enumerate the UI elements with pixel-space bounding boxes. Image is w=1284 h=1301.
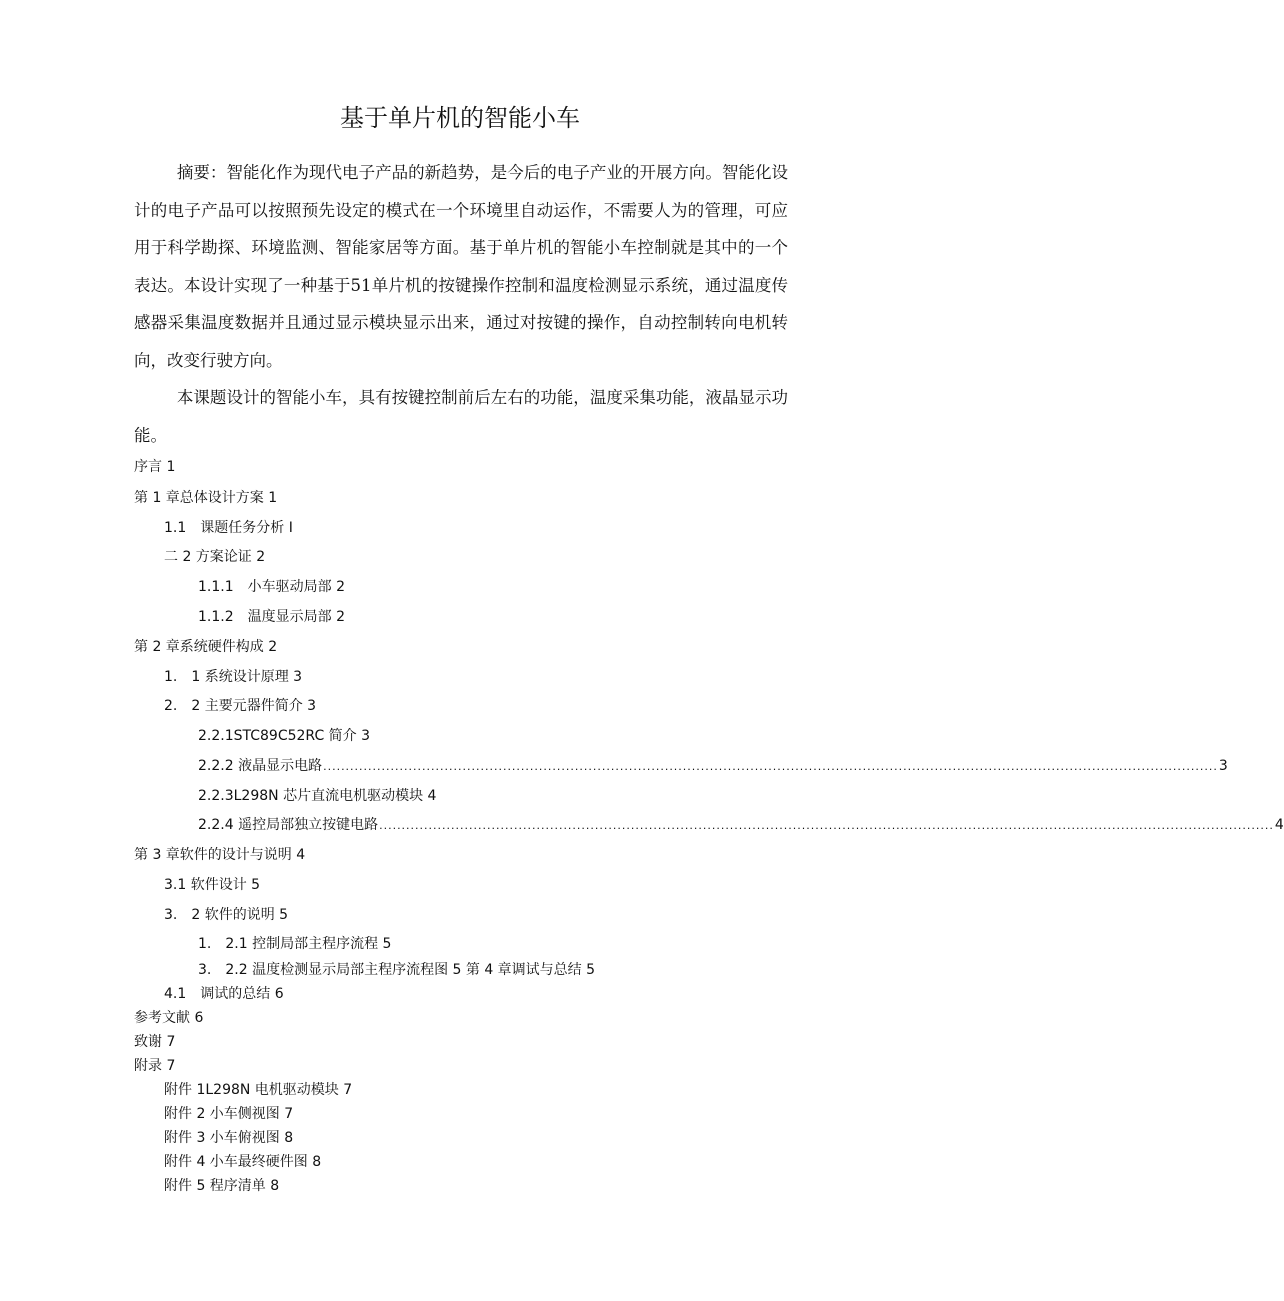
dot-leader: ....................................................................................................................................................................................................... [323, 760, 1218, 773]
toc-page-number: 4 [1274, 817, 1284, 833]
toc-entry-chapter-1[interactable]: 第 1 章总体设计方案 1 [134, 490, 278, 506]
toc-entry-acknowledgements[interactable]: 致谢 7 [134, 1034, 176, 1050]
abstract-paragraph-2: 本课题设计的智能小车，具有按键控制前后左右的功能，温度采集功能，液晶显示功能。 [134, 388, 788, 445]
toc-entry-2-2-2[interactable] [198, 757, 1228, 776]
toc-entry-text: 2.2.2 液晶显示电路 [198, 758, 323, 774]
toc-entry-2-2[interactable]: 2. 2 主要元器件简介 3 [164, 698, 317, 714]
toc-page-number: 3 [1218, 758, 1228, 774]
toc-entry-2-2-1[interactable]: 2.2.1STC89C52RC 简介 3 [198, 728, 371, 744]
toc-entry-appendix[interactable]: 附录 7 [134, 1058, 176, 1074]
toc-entry-attachment-3[interactable]: 附件 3 小车俯视图 8 [164, 1130, 294, 1146]
abstract [134, 154, 788, 454]
toc-entry-3-2-1[interactable]: 1. 2.1 控制局部主程序流程 5 [198, 936, 392, 952]
toc-entry-2-1[interactable]: 1. 1 系统设计原理 3 [164, 669, 303, 685]
toc-entry-attachment-1[interactable]: 附件 1L298N 电机驱动模块 7 [164, 1082, 353, 1098]
toc-entry-3-2-2[interactable]: 3. 2.2 温度检测显示局部主程序流程图 5 第 4 章调试与总结 5 [198, 962, 596, 978]
toc-entry-2-2-4[interactable] [198, 816, 1284, 835]
toc-entry-4-1[interactable]: 4.1 调试的总结 6 [164, 986, 284, 1002]
toc-entry-attachment-4[interactable]: 附件 4 小车最终硬件图 8 [164, 1154, 322, 1170]
toc-entry-chapter-3[interactable]: 第 3 章软件的设计与说明 4 [134, 847, 306, 863]
toc-entry-text: 2.2.4 遥控局部独立按键电路 [198, 817, 379, 833]
toc-entry-references[interactable]: 参考文献 6 [134, 1010, 204, 1026]
toc-entry-1-2[interactable]: 二 2 方案论证 2 [164, 549, 266, 565]
abstract-paragraph-1: 摘要：智能化作为现代电子产品的新趋势，是今后的电子产业的开展方向。智能化设计的电子产品可以按照预先设定的模式在一个环境里自动运作，不需要人为的管理，可应用于科学勘探、环境监测、智能家居等方面。基于单片机的智能小车控制就是其中的一个表达。本设计实现了一种基于51单片机的按键操作控制和温度检测显示系统，通过温度传感器采集温度数据并且通过显示模块显示出来，通过对按键的操作，自动控制转向电机转向，改变行驶方向。 [134, 163, 788, 370]
toc-entry-3-1[interactable]: 3.1 软件设计 5 [164, 877, 261, 893]
toc-entry-chapter-2[interactable]: 第 2 章系统硬件构成 2 [134, 639, 278, 655]
toc-entry-preface[interactable]: 序言 1 [134, 459, 176, 475]
toc-entry-1-1-2[interactable]: 1.1.2 温度显示局部 2 [198, 609, 345, 625]
toc-entry-attachment-5[interactable]: 附件 5 程序清单 8 [164, 1178, 280, 1194]
toc-entry-1-1[interactable]: 1.1 课题任务分析 I [164, 520, 293, 536]
toc-entry-1-1-1[interactable]: 1.1.1 小车驱动局部 2 [198, 579, 345, 595]
dot-leader: ....................................................................................................................................................................................................... [379, 819, 1274, 832]
toc-entry-2-2-3[interactable]: 2.2.3L298N 芯片直流电机驱动模块 4 [198, 788, 437, 804]
toc-entry-attachment-2[interactable]: 附件 2 小车侧视图 7 [164, 1106, 294, 1122]
toc-entry-3-2[interactable]: 3. 2 软件的说明 5 [164, 907, 289, 923]
document-title: 基于单片机的智能小车 [340, 104, 580, 132]
